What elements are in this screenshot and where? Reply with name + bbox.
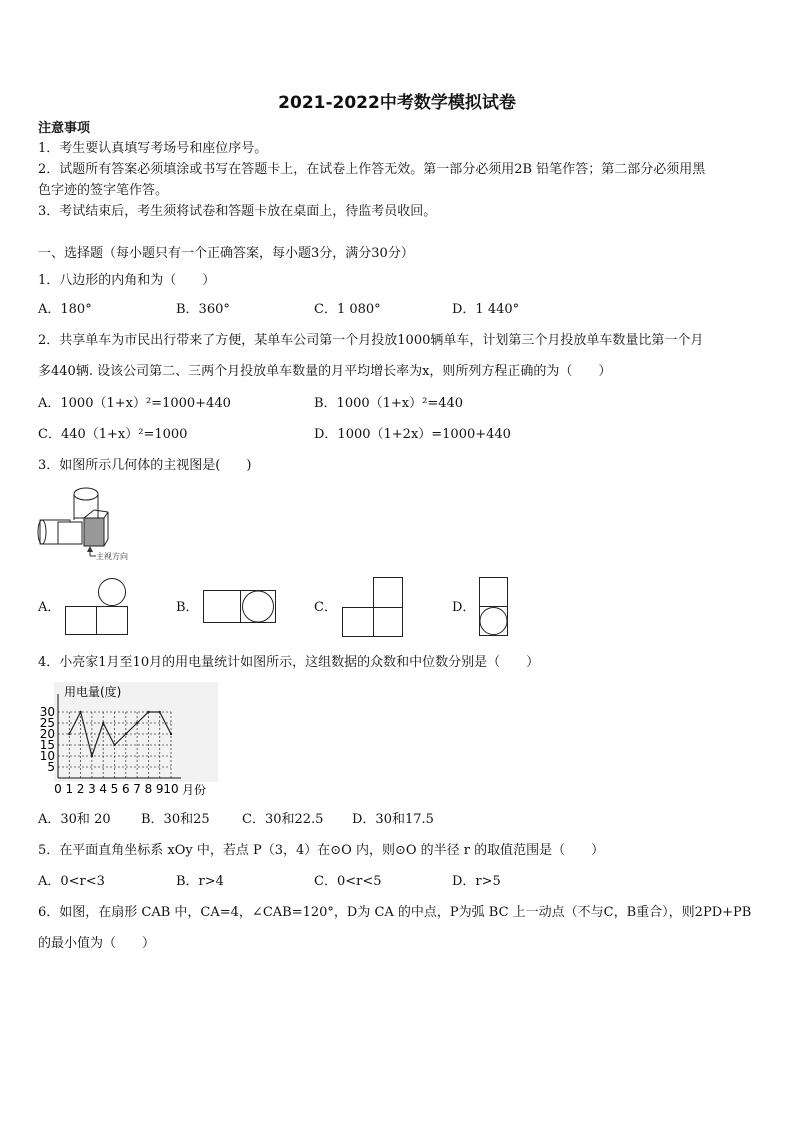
notice-heading: 注意事项 bbox=[38, 121, 91, 136]
notice-item: 3．考试结束后，考生须将试卷和答题卡放在桌面上，待监考员收回。 bbox=[38, 204, 437, 219]
q1-option-a: A．180° bbox=[38, 302, 92, 317]
x-tick-label: 5 bbox=[110, 782, 119, 796]
q1-option-d: D．1 440° bbox=[452, 302, 520, 317]
data-point bbox=[147, 711, 149, 713]
q2-stem-line2: 多440辆. 设该公司第二、三两个月投放单车数量的月平均增长率为x，则所列方程正确的为（ ） bbox=[38, 364, 612, 379]
y-tick-label: 20 bbox=[39, 727, 55, 741]
q2-option-a: A．1000（1+x）²=1000+440 bbox=[38, 396, 231, 411]
q5-option-a: A．0<r<3 bbox=[38, 874, 105, 889]
q3-option-a-view bbox=[64, 578, 128, 638]
data-point bbox=[125, 733, 127, 735]
x-tick-label: 7 bbox=[133, 782, 141, 796]
q1-stem: 1．八边形的内角和为（ ） bbox=[38, 273, 216, 288]
q5-option-d: D．r>5 bbox=[452, 874, 501, 889]
x-tick-label: 9 bbox=[155, 782, 164, 796]
q4-option-b: B．30和25 bbox=[141, 812, 210, 827]
chart-y-label: 用电量(度) bbox=[64, 685, 122, 699]
q3-arrow-label: 主视方向 bbox=[96, 552, 128, 561]
q4-option-c: C．30和22.5 bbox=[242, 812, 324, 827]
x-tick-label: 1 bbox=[65, 782, 74, 796]
data-point bbox=[136, 722, 138, 724]
chart-x-label: 月份 bbox=[182, 783, 207, 797]
y-tick-label: 10 bbox=[39, 749, 55, 763]
q4-line-chart bbox=[34, 682, 218, 798]
data-point bbox=[159, 711, 161, 713]
q2-stem-line1: 2．共享单车为市民出行带来了方便，某单车公司第一个月投放1000辆单车，计划第三个月投放单车数量比第一个月 bbox=[38, 333, 704, 348]
x-tick-label: 8 bbox=[144, 782, 153, 796]
q2-option-d: D．1000（1+2x）=1000+440 bbox=[314, 427, 511, 442]
page-title: 2021-2022中考数学模拟试卷 bbox=[278, 93, 516, 113]
q5-option-c: C．0<r<5 bbox=[314, 874, 382, 889]
q6-stem-line2: 的最小值为（ ） bbox=[38, 936, 156, 951]
notice-item: 2．试题所有答案必须填涂或书写在答题卡上，在试卷上作答无效。第一部分必须用2B 铅笔作答；第二部分必须用黑 bbox=[38, 162, 706, 177]
q2-option-c: C．440（1+x）²=1000 bbox=[38, 427, 188, 442]
x-tick-label: 3 bbox=[88, 782, 96, 796]
x-tick-label: 6 bbox=[121, 782, 130, 796]
q1-option-b: B．360° bbox=[176, 302, 230, 317]
q2-option-b: B．1000（1+x）²=440 bbox=[314, 396, 464, 411]
q3-solid-figure bbox=[36, 484, 146, 568]
q3-option-b-view bbox=[202, 589, 278, 625]
x-tick-label: 0 bbox=[54, 782, 62, 796]
q4-option-a: A．30和 20 bbox=[38, 812, 111, 827]
q3-option-a: A． bbox=[38, 600, 61, 615]
x-tick-label: 2 bbox=[76, 782, 85, 796]
q6-stem-line1: 6．如图，在扇形 CAB 中，CA=4，∠CAB=120°，D为 CA 的中点，P为弧 BC 上一动点（不与C，B重合），则2PD+PB bbox=[38, 905, 752, 920]
data-point bbox=[102, 722, 104, 724]
data-point bbox=[170, 733, 172, 735]
notice-item: 色字迹的签字笔作答。 bbox=[38, 183, 169, 198]
x-tick-label: 4 bbox=[99, 782, 108, 796]
q1-option-c: C．1 080° bbox=[314, 302, 381, 317]
y-tick-label: 25 bbox=[39, 716, 55, 730]
q3-option-c: C． bbox=[314, 600, 337, 615]
q4-option-d: D．30和17.5 bbox=[352, 812, 434, 827]
q3-option-d-view bbox=[478, 576, 510, 638]
q4-stem: 4．小亮家1月至10月的用电量统计如图所示，这组数据的众数和中位数分别是（ ） bbox=[38, 655, 540, 670]
data-point bbox=[79, 711, 81, 713]
section-heading: 一、选择题（每小题只有一个正确答案，每小题3分，满分30分） bbox=[38, 246, 414, 261]
y-tick-label: 5 bbox=[47, 760, 55, 774]
q5-option-b: B．r>4 bbox=[176, 874, 224, 889]
q3-stem: 3．如图所示几何体的主视图是( ) bbox=[38, 458, 252, 473]
notice-item: 1．考生要认真填写考场号和座位序号。 bbox=[38, 141, 268, 156]
y-tick-label: 15 bbox=[39, 738, 55, 752]
q3-option-d: D． bbox=[452, 600, 476, 615]
y-tick-label: 30 bbox=[39, 705, 55, 719]
q5-stem: 5．在平面直角坐标系 xOy 中，若点 P（3，4）在⊙O 内，则⊙O 的半径 r 的取值范围是（ ） bbox=[38, 843, 605, 858]
data-point bbox=[68, 733, 70, 735]
data-point bbox=[91, 755, 93, 757]
q3-option-c-view bbox=[341, 576, 405, 638]
x-tick-label: 10 bbox=[163, 782, 179, 796]
q3-option-b: B． bbox=[176, 600, 199, 615]
data-point bbox=[113, 744, 115, 746]
